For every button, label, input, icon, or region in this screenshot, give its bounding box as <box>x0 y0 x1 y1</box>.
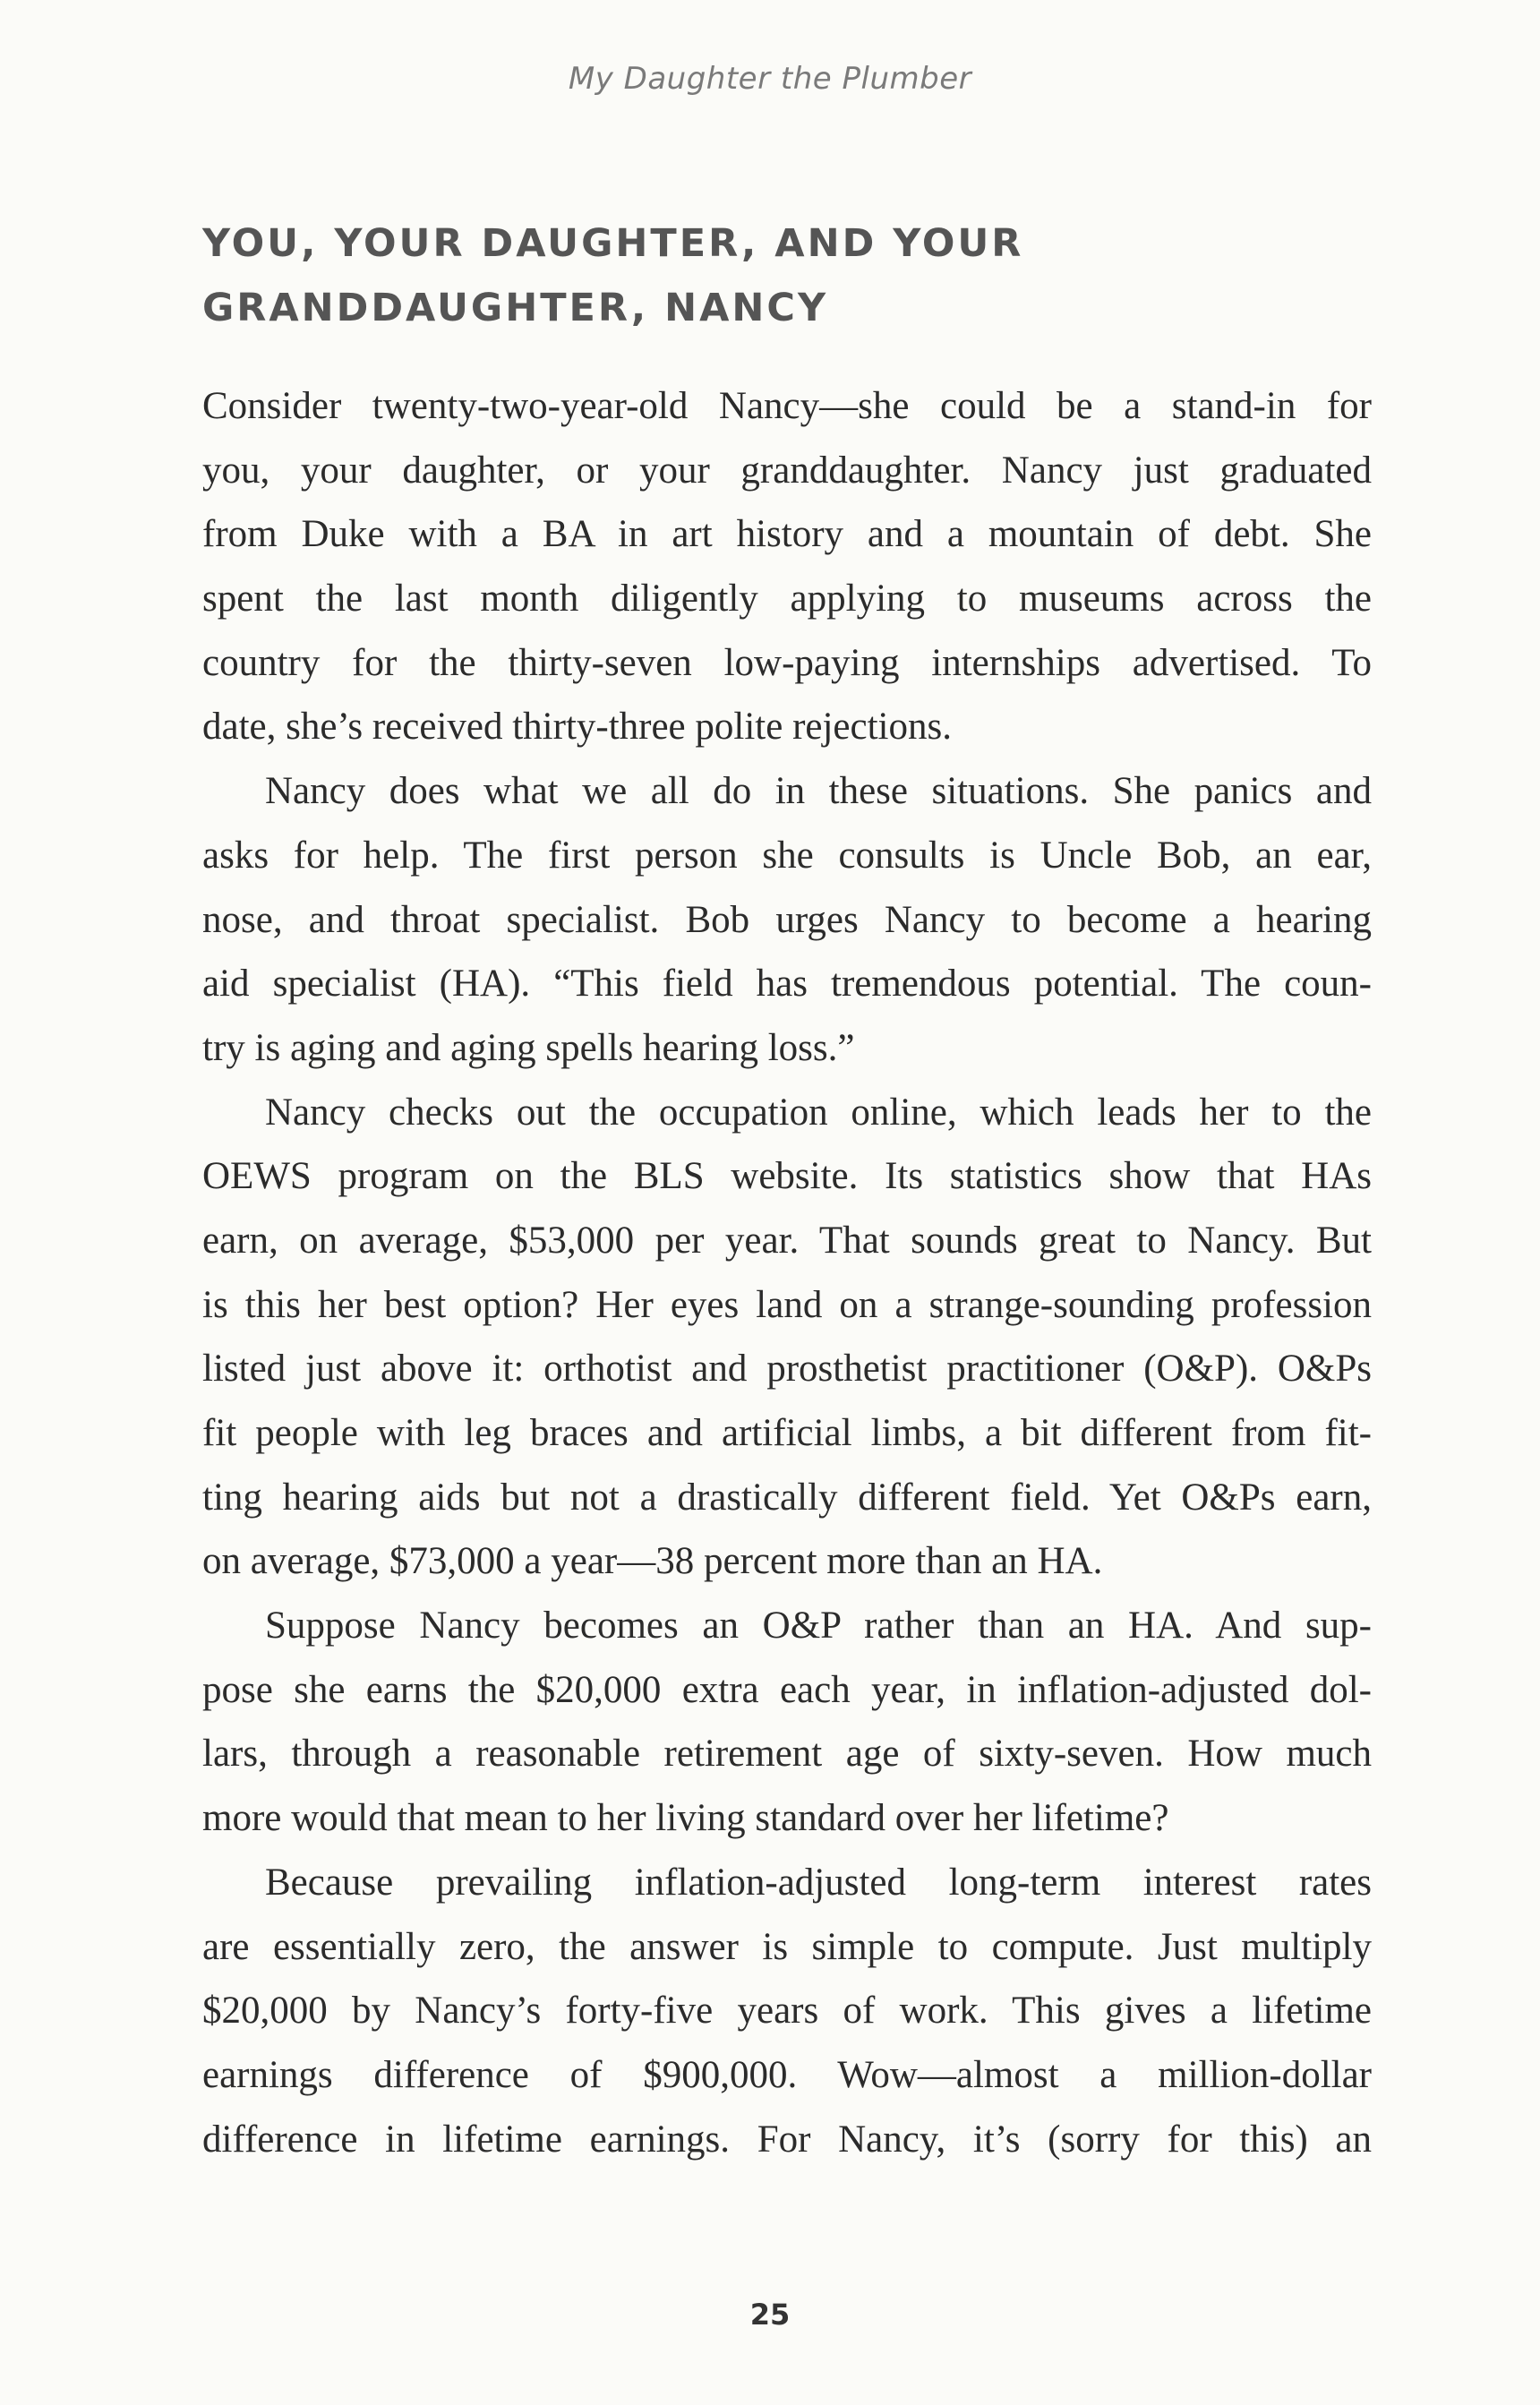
text-line: listed just above it: orthotist and prosthetist practitioner (O&P). O&Ps <box>202 1348 1372 1391</box>
text-line: nose, and throat specialist. Bob urges Nancy to become a hearing <box>202 898 1372 941</box>
paragraph <box>202 1851 1372 2171</box>
text-line: Because prevailing inflation-adjusted long-term interest rates <box>265 1861 1372 1904</box>
text-line: aid specialist (HA). “This field has tremendous potential. The coun- <box>202 963 1372 1006</box>
page-number: 25 <box>749 2298 791 2332</box>
text-line: lars, through a reasonable retirement age of sixty-seven. How much <box>202 1733 1372 1776</box>
section-heading <box>202 211 1366 340</box>
text-line: $20,000 by Nancy’s forty-five years of work. This gives a lifetime <box>202 1990 1372 2033</box>
text-line: Nancy does what we all do in these situations. She panics and <box>265 770 1372 813</box>
section-heading-line: GRANDDAUGHTER, NANCY <box>202 286 829 330</box>
text-line: are essentially zero, the answer is simple to compute. Just multiply <box>202 1925 1372 1968</box>
text-line: try is aging and aging spells hearing loss.” <box>202 1026 855 1069</box>
text-line: on average, $73,000 a year—38 percent more than an HA. <box>202 1540 1103 1583</box>
text-line: country for the thirty-seven low-paying internships advertised. To <box>202 641 1372 684</box>
paragraph <box>202 759 1372 1080</box>
text-line: ting hearing aids but not a drastically different field. Yet O&Ps earn, <box>202 1476 1372 1519</box>
text-line: earnings difference of $900,000. Wow—almost a million-dollar <box>202 2053 1372 2096</box>
text-line: earn, on average, $53,000 per year. That sounds great to Nancy. But <box>202 1219 1372 1262</box>
text-line: pose she earns the $20,000 extra each year, in inflation-adjusted dol- <box>202 1668 1372 1711</box>
text-line: is this her best option? Her eyes land on a strange-sounding profession <box>202 1283 1372 1326</box>
text-line: OEWS program on the BLS website. Its statistics show that HAs <box>202 1155 1372 1198</box>
text-line: Suppose Nancy becomes an O&P rather than an HA. And sup- <box>265 1605 1372 1648</box>
text-line: more would that mean to her living standard over her lifetime? <box>202 1797 1169 1840</box>
text-line: fit people with leg braces and artificial limbs, a bit different from fit- <box>202 1412 1372 1454</box>
text-line: date, she’s received thirty-three polite rejections. <box>202 706 952 749</box>
text-line: Consider twenty-two-year-old Nancy—she could be a stand-in for <box>202 385 1372 427</box>
section-heading-line: YOU, YOUR DAUGHTER, AND YOUR <box>202 221 1024 266</box>
body-text <box>202 374 1372 2171</box>
running-head: My Daughter the Plumber <box>568 61 972 97</box>
text-line: you, your daughter, or your granddaughter. Nancy just graduated <box>202 449 1372 492</box>
text-line: from Duke with a BA in art history and a mountain of debt. She <box>202 513 1372 556</box>
text-line: spent the last month diligently applying to museums across the <box>202 578 1372 621</box>
paragraph <box>202 1594 1372 1851</box>
text-line: Nancy checks out the occupation online, which leads her to the <box>265 1091 1372 1134</box>
text-line: difference in lifetime earnings. For Nancy, it’s (sorry for this) an <box>202 2118 1372 2161</box>
paragraph <box>202 374 1372 759</box>
text-line: asks for help. The first person she consults is Uncle Bob, an ear, <box>202 834 1372 877</box>
paragraph <box>202 1081 1372 1595</box>
